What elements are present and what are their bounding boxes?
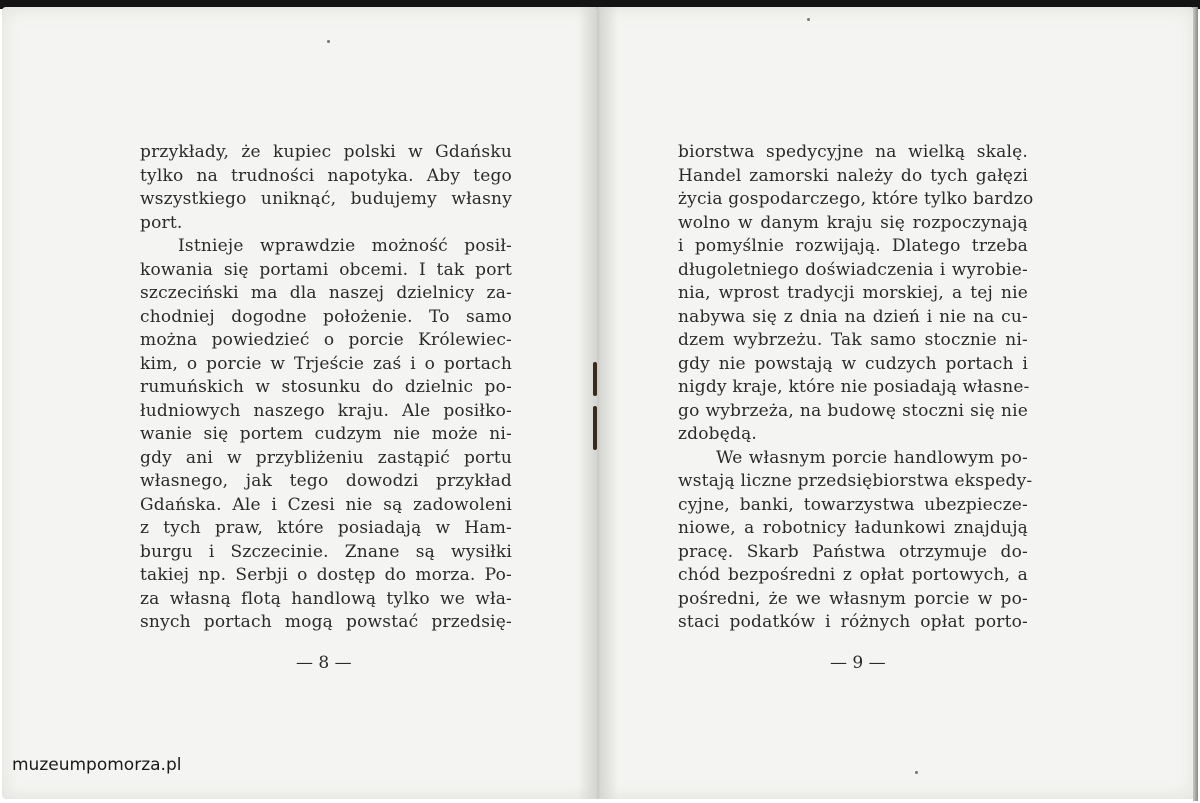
text-line: nia, wprost tradycji morskiej, a tej nie: [678, 283, 1028, 303]
page-edge-shadow: [1193, 7, 1198, 801]
text-line: Gdańska. Ale i Czesi nie są zadowoleni: [140, 494, 512, 515]
paper-speck: [327, 40, 330, 43]
text-line: zdobędą.: [678, 424, 758, 444]
text-line: burgu i Szczecinie. Znane są wysiłki: [140, 541, 512, 562]
text-line: niowe, a robotnicy ładunkowi znajdują: [678, 518, 1028, 538]
text-line: chodniej dogodne położenie. To samo: [140, 306, 512, 327]
text-line: gdy nie powstają w cudzych portach i: [678, 353, 1028, 374]
text-line: Istnieje wprawdzie możność posił-: [178, 236, 512, 256]
text-line: łudniowych naszego kraju. Ale posiłko-: [140, 400, 512, 421]
text-line: port.: [140, 212, 183, 233]
binding-thread-top: [593, 362, 597, 396]
text-line: życia gospodarczego, które tylko bardzo: [678, 189, 1034, 209]
text-line: wszystkiego uniknąć, budujemy własny: [140, 189, 512, 209]
text-line: wanie się portem cudzym nie może ni-: [140, 424, 512, 444]
text-line: z tych praw, które posiadają w Ham-: [140, 518, 512, 538]
text-line: kowania się portami obcemi. I tak port: [140, 259, 512, 280]
text-line: biorstwa spedycyjne na wielką skalę.: [678, 142, 1028, 162]
paper-speck: [807, 18, 810, 21]
text-line: można powiedzieć o porcie Królewiec-: [140, 330, 512, 350]
text-line: nabywa się z dnia na dzień i nie na cu-: [678, 306, 1028, 327]
text-line: przykłady, że kupiec polski w Gdańsku: [140, 142, 512, 162]
text-line: kim, o porcie w Trjeście zaś i o portach: [140, 353, 512, 374]
text-line: Handel zamorski należy do tych gałęzi: [678, 165, 1028, 186]
right-page-text: [678, 141, 1034, 635]
binding-thread-bottom: [593, 406, 597, 450]
text-line: gdy ani w przybliżeniu zastąpić portu: [140, 447, 512, 468]
text-line: chód bezpośredni z opłat portowych, a: [678, 565, 1028, 585]
text-line: długoletniego doświadczenia i wyrobie-: [678, 259, 1028, 280]
page-number-right: — 9 —: [830, 653, 886, 673]
text-line: wolno w danym kraju się rozpoczynają: [678, 212, 1028, 233]
text-line: wstają liczne przedsiębiorstwa ekspedy-: [678, 471, 1033, 491]
text-line: go wybrzeża, na budowę stoczni się nie: [678, 400, 1028, 421]
text-line: We własnym porcie handlowym po-: [716, 447, 1028, 468]
text-line: tylko na trudności napotyka. Aby tego: [140, 165, 512, 186]
text-line: pośredni, że we własnym porcie w po-: [678, 588, 1028, 609]
text-line: i pomyślnie rozwijają. Dlatego trzeba: [678, 236, 1028, 256]
left-page-text: [140, 141, 512, 635]
page-number-left: — 8 —: [296, 653, 352, 673]
text-line: nigdy kraje, które nie posiadają własne-: [678, 377, 1030, 397]
watermark-text: muzeumpomorza.pl: [12, 755, 182, 775]
text-line: cyjne, banki, towarzystwa ubezpiecze-: [678, 494, 1028, 515]
text-line: własnego, jak tego dowodzi przykład: [140, 471, 512, 491]
text-line: staci podatków i różnych opłat porto-: [678, 612, 1028, 632]
text-line: za własną flotą handlową tylko we wła-: [140, 588, 512, 609]
paper-speck: [915, 771, 918, 774]
text-line: snych portach mogą powstać przedsię-: [140, 612, 512, 632]
book-gutter: [578, 7, 618, 799]
text-line: pracę. Skarb Państwa otrzymuje do-: [678, 541, 1028, 562]
text-line: takiej np. Serbji o dostęp do morza. Po-: [140, 565, 512, 585]
text-line: dzem wybrzeżu. Tak samo stocznie ni-: [678, 330, 1028, 350]
text-line: rumuńskich w stosunku do dzielnic po-: [140, 377, 512, 397]
text-line: szczeciński ma dla naszej dzielnicy za-: [140, 283, 512, 303]
